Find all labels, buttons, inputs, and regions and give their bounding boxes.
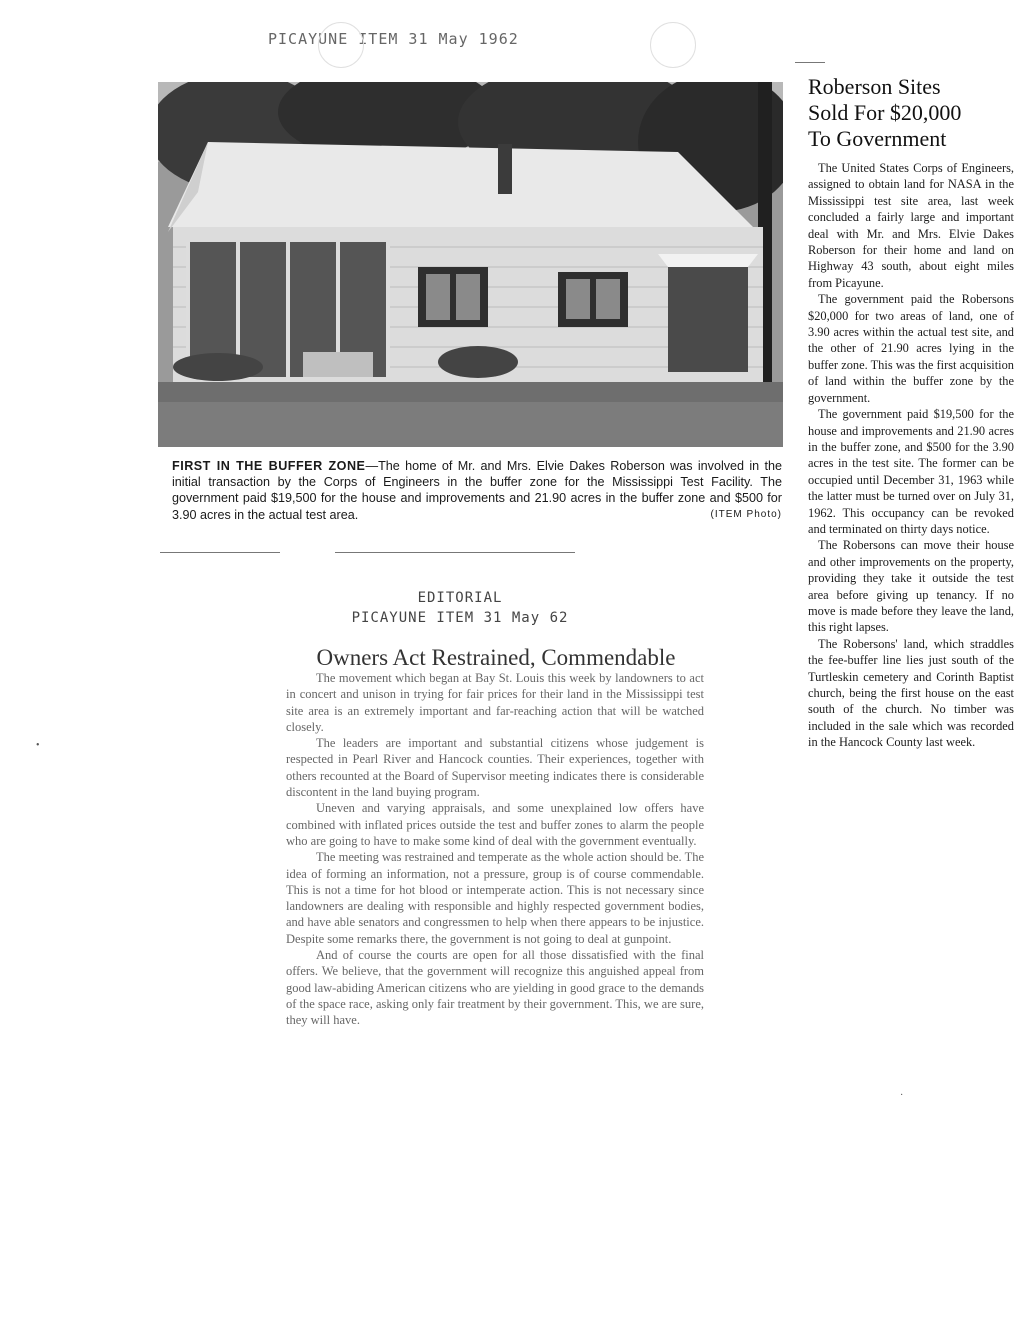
editorial-paragraph: Uneven and varying appraisals, and some unexplained low offers have combined with inflated prices outside the test and buffer zones to alarm the people who are going to have to make some kind of deal with the government eventually. xyxy=(286,801,704,848)
news-headline-line: To Government xyxy=(808,126,947,151)
caption-rule-right xyxy=(335,552,575,553)
column-top-rule xyxy=(795,62,825,63)
news-paragraph: The Robersons can move their house and other improvements on the property, providing they take it outside the test area before giving up tenancy. If no move is made before they leave the land, this right lapses. xyxy=(808,538,1014,635)
news-paragraph: The United States Corps of Engineers, assigned to obtain land for NASA in the Mississippi test site area, last week concluded a fairly large and important deal with Mr. and Mrs. Elvie Dakes Roberson for their home and land on Highway 43 south, about eight miles from Picayune. xyxy=(808,161,1014,290)
editorial-paragraph: The movement which began at Bay St. Louis this week by landowners to act in concert and unison in trying for fair prices for their land in the Mississippi test site area is an extremely important and far-reaching action that will be watched closely. xyxy=(286,671,704,734)
news-headline-line: Roberson Sites xyxy=(808,74,941,99)
news-headline-line: Sold For $20,000 xyxy=(808,100,962,125)
page-slug: PICAYUNE ITEM 31 May 1962 xyxy=(268,30,519,48)
news-paragraph: The government paid the Robersons $20,000 for two areas of land, one of 3.90 acres within the actual test site, and the other of 21.90 acres lying in the buffer zone. This was the first acquisition of land within the buffer zone by the government. xyxy=(808,292,1014,405)
stray-mark: · xyxy=(900,1090,904,1101)
editorial-paragraph: The leaders are important and substantial citizens whose judgement is respected in Pearl River and Hancock counties. Their experiences, together with others recounted at the Board of Supervisor meeting indicates there is considerable discontent in the land buying program. xyxy=(286,736,704,800)
stray-mark: • xyxy=(36,740,40,751)
caption-lead: FIRST IN THE BUFFER ZONE xyxy=(172,459,366,473)
news-headline xyxy=(808,74,1020,152)
photo-caption xyxy=(172,458,782,523)
house-photo-icon xyxy=(158,82,783,447)
caption-rule-left xyxy=(160,552,280,553)
editorial-label: EDITORIAL xyxy=(417,590,503,606)
editorial-headline: Owners Act Restrained, Commendable xyxy=(316,645,676,670)
editorial-paragraph: And of course the courts are open for all those dissatisfied with the final offers. We believe, that the government will recognize this anguished appeal from good law-abiding American citizens who are yielding in good grace to the demands of the space race, asking only fair treatment by their government. This, we are sure, they will have. xyxy=(286,948,704,1028)
editorial-paragraph: The meeting was restrained and temperate as the whole action should be. The idea of forming an information, not a pressure, group is of course commendable. This is not a time for hot blood or intemperate action. This is not necessary since landowners are dealing with responsible and highly respected government bodies, and have able senators and congressmen to help when there appears to be injustice. Despite some remarks there, the government is not going to deal at gunpoint. xyxy=(286,850,704,946)
caption-text: —The home of Mr. and Mrs. Elvie Dakes Roberson was involved in the initial transaction by the Corps of Engineers in the buffer zone for the Mississippi Test Facility. The government paid $19,500 for the house and improvements and 21.90 acres in the buffer zone and $500 for 3.90 acres in the actual test area. xyxy=(172,459,782,522)
punch-hole-right xyxy=(650,22,696,68)
house-photo xyxy=(158,82,783,447)
punch-hole-left xyxy=(318,22,364,68)
photo-credit: (ITEM Photo) xyxy=(710,508,782,520)
news-paragraph: The Robersons' land, which straddles the fee-buffer line lies just south of the Turtleskin cemetery and Corinth Baptist church, being the first house on the east south of the church. No timber was included in the sale which was recorded in the Hancock County last week. xyxy=(808,636,1014,750)
news-paragraph: The government paid $19,500 for the house and improvements and 21.90 acres in the buffer zone, and $500 for the 3.90 acres in the test site. The former can be occupied until December 31, 1963 while the latter must be turned over on July 31, 1962. This occupancy can be revoked and terminated on thirty days notice. xyxy=(808,407,1014,536)
editorial-body xyxy=(286,670,704,1029)
news-body xyxy=(808,160,1014,960)
editorial-source: PICAYUNE ITEM 31 May 62 xyxy=(351,610,569,626)
